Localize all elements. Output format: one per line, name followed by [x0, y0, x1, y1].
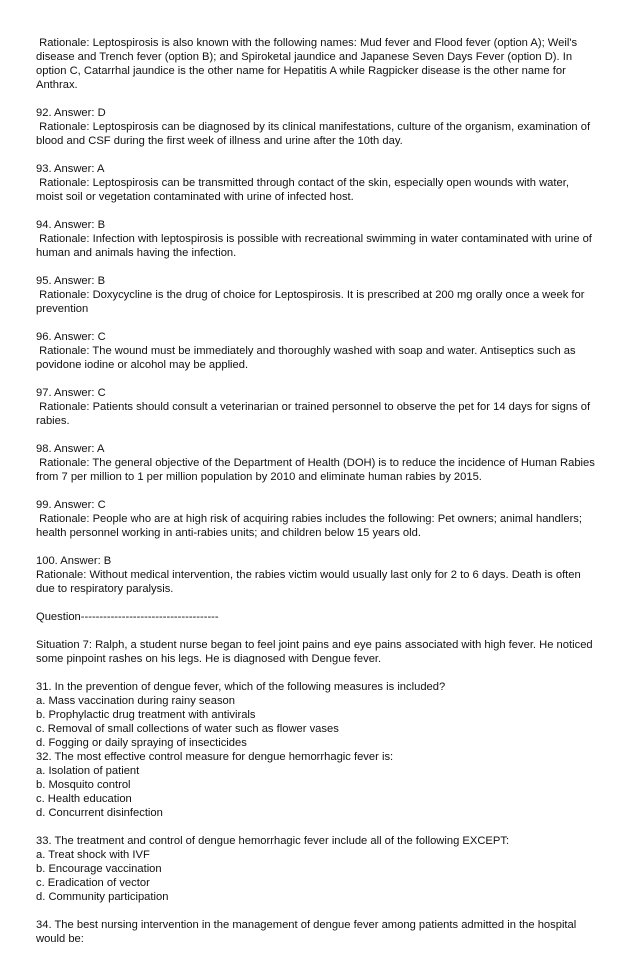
question-32: [36, 750, 596, 820]
answer-block-97: [36, 386, 596, 428]
answer-label: 93. Answer: A: [36, 163, 105, 175]
answer-label: 100. Answer: B: [36, 555, 112, 567]
answer-label: 99. Answer: C: [36, 499, 106, 511]
rationale-text: Rationale: Infection with leptospirosis is possible with recreational swimming in water contaminated with urine of human and animals having the infection.: [36, 233, 596, 259]
document-page: [36, 36, 596, 960]
option-c: c. Health education: [36, 793, 132, 805]
situation-block: [36, 638, 596, 666]
rationale-text: Rationale: People who are at high risk of acquiring rabies includes the following: Pet owners; animal handlers; health personnel working in anti-rabies units; and children below 15 years old.: [36, 513, 586, 539]
answer-label: 96. Answer: C: [36, 331, 106, 343]
option-b: b. Prophylactic drug treatment with antivirals: [36, 709, 256, 721]
rationale-text: Rationale: Without medical intervention, the rabies victim would usually last only for 2 to 6 days. Death is often due to respiratory paralysis.: [36, 569, 584, 595]
answer-label: 94. Answer: B: [36, 219, 106, 231]
situation-text: Situation 7: Ralph, a student nurse began to feel joint pains and eye pains associated with high fever. He noticed some pinpoint rashes on his legs. He is diagnosed with Dengue fever.: [36, 639, 596, 665]
answer-block-98: [36, 442, 596, 484]
option-d: d. Community participation: [36, 891, 169, 903]
question-stem: 31. In the prevention of dengue fever, which of the following measures is included?: [36, 681, 446, 693]
answer-label: 98. Answer: A: [36, 443, 105, 455]
rationale-text: Rationale: The general objective of the Department of Health (DOH) is to reduce the incidence of Human Rabies from 7 per million to 1 per million population by 2010 and eliminate human rabies by 2015.: [36, 457, 598, 483]
answer-label: 97. Answer: C: [36, 387, 106, 399]
question-33: [36, 834, 596, 904]
rationale-text: Rationale: The wound must be immediately and thoroughly washed with soap and water. Antiseptics such as povidone iodine or alcohol may be applied.: [36, 345, 579, 371]
option-d: d. Concurrent disinfection: [36, 807, 163, 819]
question-separator: [36, 610, 596, 624]
question-stem: 34. The best nursing intervention in the management of dengue fever among patients admitted in the hospital would be:: [36, 919, 580, 945]
option-c: c. Eradication of vector: [36, 877, 150, 889]
option-d: d. Fogging or daily spraying of insecticides: [36, 737, 247, 749]
answer-block-96: [36, 330, 596, 372]
rationale-text: Rationale: Patients should consult a veterinarian or trained personnel to observe the pet for 14 days for signs of rabies.: [36, 401, 594, 427]
answer-block-95: [36, 274, 596, 316]
question-31: [36, 680, 596, 750]
rationale-text: Rationale: Leptospirosis is also known with the following names: Mud fever and Flood fever (option A); Weil's disease and Trench fever (option B); and Spiroketal jaundice and Japanese Seven Days Fever (option D). In option C, Catarrhal jaundice is the other name for Hepatitis A while Ragpicker disease is the other name for Anthrax.: [36, 37, 581, 91]
answer-label: 95. Answer: B: [36, 275, 106, 287]
answer-block-92: [36, 106, 596, 148]
option-a: a. Treat shock with IVF: [36, 849, 150, 861]
question-34: [36, 918, 596, 946]
option-b: b. Encourage vaccination: [36, 863, 162, 875]
rationale-text: Rationale: Leptospirosis can be transmitted through contact of the skin, especially open wounds with water, moist soil or vegetation contaminated with urine of infected host.: [36, 177, 573, 203]
answer-label: 92. Answer: D: [36, 107, 106, 119]
answer-block-94: [36, 218, 596, 260]
answer-block-99: [36, 498, 596, 540]
option-b: b. Mosquito control: [36, 779, 131, 791]
option-a: a. Isolation of patient: [36, 765, 140, 777]
answer-block-93: [36, 162, 596, 204]
question-stem: 33. The treatment and control of dengue hemorrhagic fever include all of the following EXCEPT:: [36, 835, 510, 847]
option-c: c. Removal of small collections of water such as flower vases: [36, 723, 339, 735]
option-a: a. Mass vaccination during rainy season: [36, 695, 235, 707]
separator-text: Question-------------------------------------: [36, 611, 219, 623]
answer-block-100: [36, 554, 596, 596]
rationale-text: Rationale: Doxycycline is the drug of choice for Leptospirosis. It is prescribed at 200 mg orally once a week for prevention: [36, 289, 588, 315]
rationale-text: Rationale: Leptospirosis can be diagnosed by its clinical manifestations, culture of the organism, examination of blood and CSF during the first week of illness and urine after the 10th day.: [36, 121, 594, 147]
question-stem: 32. The most effective control measure for dengue hemorrhagic fever is:: [36, 751, 394, 763]
answer-block-91: [36, 36, 596, 92]
